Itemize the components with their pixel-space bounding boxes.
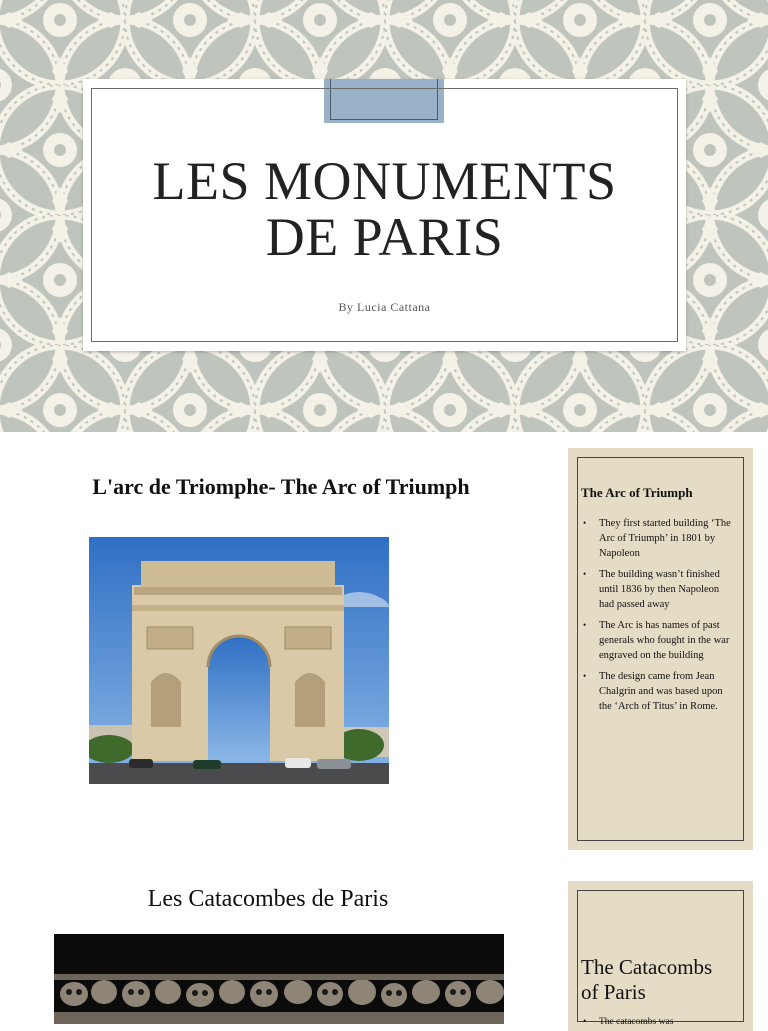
catacombs-info-heading: The Catacombs of Paris [581, 955, 713, 1004]
title-slide [0, 0, 768, 432]
presentation-title-line-2: DE PARIS [265, 207, 504, 267]
arc-info-bullets [581, 516, 731, 720]
catacombs-slide-title: Les Catacombes de Paris [147, 886, 389, 912]
author-byline: By Lucia Cattana [338, 300, 431, 314]
list-item: • The Arc is has names of past generals who fought in the war engraved on the building [581, 618, 731, 663]
arc-info-heading: The Arc of Triumph [581, 485, 693, 500]
list-item: • The catacombs was [581, 1017, 673, 1027]
arc-info-panel [568, 448, 753, 850]
list-item: • The building wasn’t finished until 1836 by then Napoleon had passed away [581, 567, 731, 612]
presentation-title [83, 153, 686, 265]
list-item: • The design came from Jean Chalgrin and was based upon the ‘Arch of Titus’ in Rome. [581, 669, 731, 714]
arc-slide-title: L'arc de Triomphe- The Arc of Triumph [92, 474, 470, 499]
arc-de-triomphe-photo [89, 537, 389, 784]
presentation-title-line-1: LES MONUMENTS [152, 151, 617, 211]
catacombs-info-panel [568, 881, 753, 1031]
title-card [83, 79, 686, 351]
catacombs-photo [54, 934, 504, 1024]
list-item: • They first started building ‘The Arc of Triumph’ in 1801 by Napoleon [581, 516, 731, 561]
